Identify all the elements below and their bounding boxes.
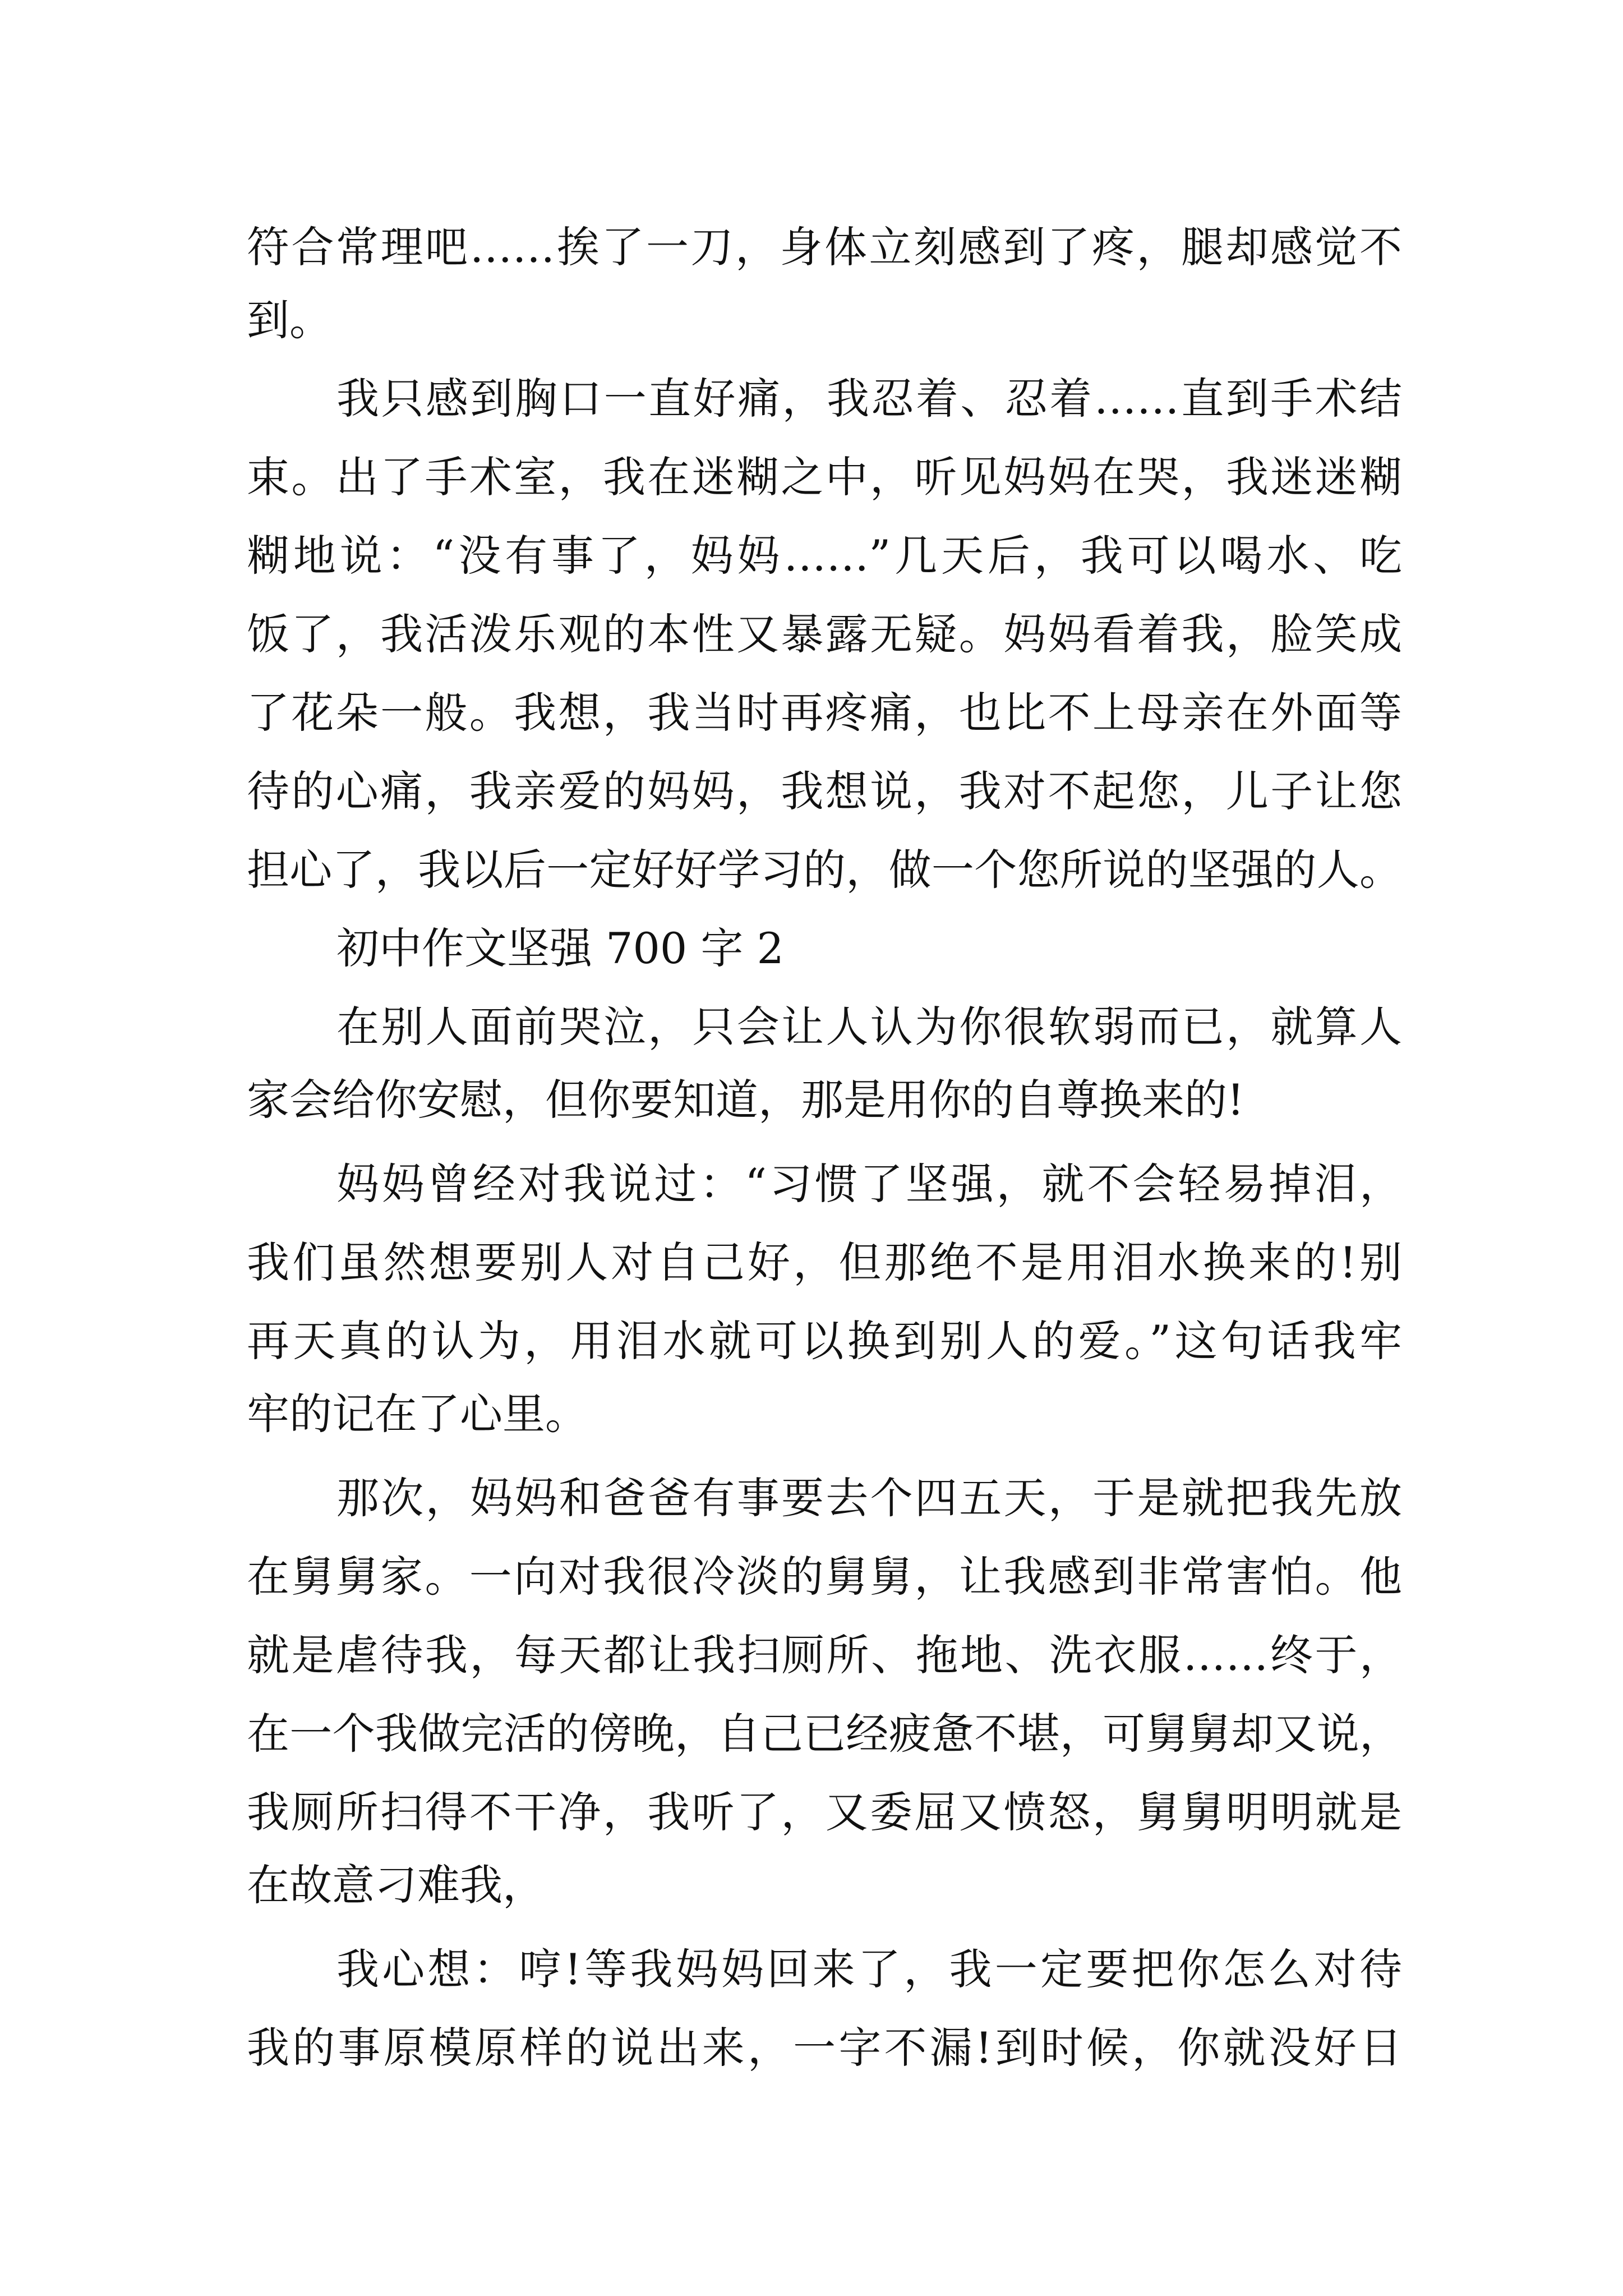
- text-line: 我们虽然想要别人对自己好，但那绝不是用泪水换来的!别: [247, 1237, 1402, 1287]
- text-line: 我的事原模原样的说出来，一字不漏!到时候，你就没好日: [247, 2023, 1402, 2073]
- section-heading: 初中作文坚强 700 字 2: [336, 923, 784, 973]
- text-line: 我心想：哼!等我妈妈回来了，我一定要把你怎么对待: [336, 1944, 1402, 1994]
- text-line: 束。出了手术室，我在迷糊之中，听见妈妈在哭，我迷迷糊: [247, 452, 1402, 502]
- text-line: 到。: [247, 295, 332, 345]
- text-line: 在舅舅家。一向对我很冷淡的舅舅，让我感到非常害怕。他: [247, 1552, 1402, 1602]
- text-line: 饭了，我活泼乐观的本性又暴露无疑。妈妈看着我，脸笑成: [247, 609, 1402, 659]
- text-line: 符合常理吧……挨了一刀，身体立刻感到了疼，腿却感觉不: [247, 222, 1402, 272]
- text-line: 在一个我做完活的傍晚，自己已经疲惫不堪，可舅舅却又说，: [247, 1709, 1402, 1759]
- text-line: 就是虐待我，每天都让我扫厕所、拖地、洗衣服……终于，: [247, 1630, 1402, 1680]
- text-line: 牢的记在了心里。: [247, 1389, 588, 1439]
- text-line: 再天真的认为，用泪水就可以换到别人的爱。”这句话我牢: [247, 1316, 1402, 1366]
- text-line: 在故意刁难我，: [247, 1860, 545, 1910]
- text-line: 了花朵一般。我想，我当时再疼痛，也比不上母亲在外面等: [247, 688, 1402, 738]
- text-line: 那次，妈妈和爸爸有事要去个四五天，于是就把我先放: [336, 1473, 1402, 1523]
- text-line: 糊地说：“没有事了，妈妈……”几天后，我可以喝水、吃: [247, 531, 1402, 581]
- text-line: 家会给你安慰，但你要知道，那是用你的自尊换来的!: [247, 1075, 1244, 1125]
- text-line: 妈妈曾经对我说过：“习惯了坚强，就不会轻易掉泪，: [336, 1159, 1402, 1209]
- text-line: 待的心痛，我亲爱的妈妈，我想说，我对不起您，儿子让您: [247, 766, 1402, 816]
- text-line: 我厕所扫得不干净，我听了，又委屈又愤怒，舅舅明明就是: [247, 1787, 1402, 1837]
- text-line: 担心了，我以后一定好好学习的，做一个您所说的坚强的人。: [247, 845, 1402, 895]
- text-line: 在别人面前哭泣，只会让人认为你很软弱而已，就算人: [336, 1002, 1402, 1052]
- text-line: 我只感到胸口一直好痛，我忍着、忍着……直到手术结: [336, 374, 1402, 424]
